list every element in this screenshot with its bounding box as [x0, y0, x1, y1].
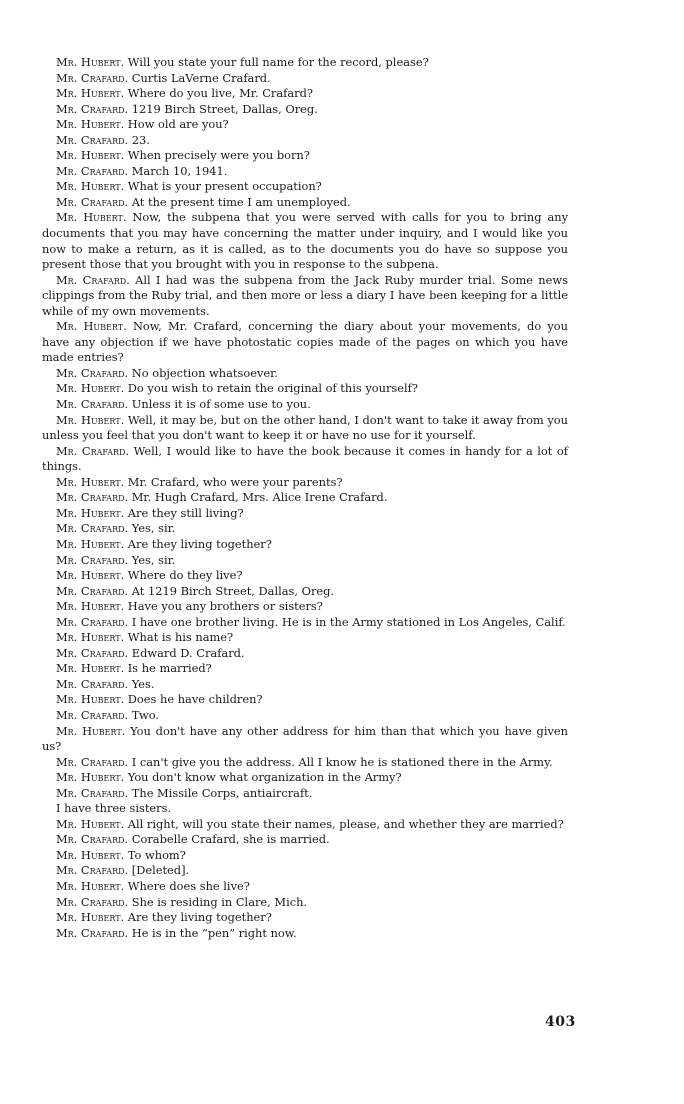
transcript-paragraph: [42, 164, 568, 180]
utterance-text: No objection whatsoever.: [131, 365, 278, 380]
transcript-page: [42, 55, 568, 941]
transcript-paragraph: [42, 817, 568, 833]
speaker-label: Mr. Crafard.: [56, 132, 129, 147]
utterance-text: How old are you?: [127, 117, 229, 132]
utterance-text: When precisely were you born?: [127, 148, 310, 163]
transcript-paragraph: [42, 490, 568, 506]
speaker-label: Mr. Crafard.: [56, 785, 129, 800]
utterance-text: Mr. Crafard, who were your parents?: [127, 474, 343, 489]
utterance-text: Have you any brothers or sisters?: [127, 599, 323, 614]
transcript-paragraph: [42, 179, 568, 195]
utterance-text: He is in the “pen” right now.: [131, 925, 297, 940]
speaker-label: Mr. Crafard.: [56, 397, 129, 412]
speaker-label: Mr. Hubert.: [56, 568, 125, 583]
speaker-label: Mr. Crafard.: [56, 707, 129, 722]
utterance-text: You don't have any other address for him than that which you have given us?: [42, 723, 568, 754]
utterance-text: Unless it is of some use to you.: [131, 397, 311, 412]
speaker-label: Mr. Crafard.: [56, 163, 129, 178]
utterance-text: To whom?: [127, 847, 186, 862]
speaker-label: Mr. Hubert.: [56, 117, 125, 132]
transcript-paragraph: [42, 413, 568, 444]
utterance-text: Yes.: [131, 676, 155, 691]
speaker-label: Mr. Crafard.: [56, 552, 129, 567]
transcript-paragraph: [42, 615, 568, 631]
speaker-label: Mr. Crafard.: [56, 863, 129, 878]
transcript-paragraph: [42, 381, 568, 397]
utterance-text: 1219 Birch Street, Dallas, Oreg.: [131, 101, 318, 116]
page-number: 403: [545, 1014, 576, 1030]
utterance-text: Corabelle Crafard, she is married.: [131, 832, 330, 847]
utterance-text: The Missile Corps, antiaircraft.: [131, 785, 313, 800]
speaker-label: Mr. Crafard.: [56, 614, 129, 629]
transcript-paragraph: [42, 879, 568, 895]
speaker-label: Mr. Hubert.: [56, 86, 125, 101]
transcript-paragraph: [42, 102, 568, 118]
transcript-paragraph: [42, 926, 568, 942]
speaker-label: Mr. Hubert.: [56, 536, 125, 551]
speaker-label: Mr. Hubert.: [56, 723, 126, 738]
utterance-text: You don't know what organization in the Army?: [127, 770, 402, 785]
speaker-label: Mr. Hubert.: [56, 847, 125, 862]
speaker-label: Mr. Hubert.: [56, 319, 127, 334]
transcript-paragraph: [42, 630, 568, 646]
transcript-paragraph: [42, 506, 568, 522]
utterance-text: I can't give you the address. All I know he is stationed there in the Army.: [131, 754, 553, 769]
utterance-text: Now, Mr. Crafard, concerning the diary about your movements, do you have any objection if we have photostatic copies made of the pages on which you have made entries?: [42, 319, 569, 365]
speaker-label: Mr. Crafard.: [56, 194, 129, 209]
speaker-label: Mr. Crafard.: [56, 521, 129, 536]
speaker-label: Mr. Hubert.: [56, 148, 125, 163]
transcript-paragraph: [42, 677, 568, 693]
utterance-text: Will you state your full name for the record, please?: [127, 55, 429, 69]
utterance-text: Are they living together?: [127, 910, 272, 925]
transcript-paragraph: [42, 895, 568, 911]
utterance-text: Are they living together?: [127, 536, 272, 551]
transcript-paragraph: [42, 863, 568, 879]
utterance-text: Where do you live, Mr. Crafard?: [127, 86, 314, 101]
transcript-paragraph: [42, 366, 568, 382]
speaker-label: Mr. Crafard.: [56, 443, 130, 458]
utterance-text: [Deleted].: [131, 863, 190, 878]
speaker-label: Mr. Hubert.: [56, 412, 125, 427]
transcript-paragraph: [42, 801, 568, 817]
utterance-text: Now, the subpena that you were served with calls for you to bring any documents that you may have concerning the matter under inquiry, and I would like you now to make a return, as it is called, as to the documents you do have so suppose you present those that you brought with you in response to the subpena.: [42, 210, 569, 272]
utterance-text: 23.: [131, 132, 150, 147]
transcript-paragraph: [42, 397, 568, 413]
utterance-text: Yes, sir.: [131, 521, 176, 536]
transcript-paragraph: [42, 755, 568, 771]
speaker-label: Mr. Hubert.: [56, 661, 125, 676]
speaker-label: Mr. Hubert.: [56, 816, 125, 831]
speaker-label: Mr. Hubert.: [56, 179, 125, 194]
utterance-text: She is residing in Clare, Mich.: [131, 894, 308, 909]
utterance-text: Edward D. Crafard.: [131, 645, 245, 660]
speaker-label: Mr. Crafard.: [56, 101, 129, 116]
transcript-paragraph: [42, 273, 568, 320]
transcript-paragraph: [42, 86, 568, 102]
utterance-text: Where does she live?: [127, 878, 250, 893]
transcript-paragraph: [42, 319, 568, 366]
speaker-label: Mr. Crafard.: [56, 70, 129, 85]
speaker-label: Mr. Crafard.: [56, 676, 129, 691]
utterance-text: All right, will you state their names, please, and whether they are married?: [127, 816, 564, 831]
transcript-paragraph: [42, 724, 568, 755]
speaker-label: Mr. Hubert.: [56, 910, 125, 925]
speaker-label: Mr. Crafard.: [56, 832, 129, 847]
speaker-label: Mr. Crafard.: [56, 645, 129, 660]
utterance-text: Well, I would like to have the book because it comes in handy for a lot of things.: [42, 443, 568, 474]
transcript-paragraph: [42, 568, 568, 584]
utterance-text: Curtis LaVerne Crafard.: [131, 70, 271, 85]
utterance-text: I have one brother living. He is in the Army stationed in Los Angeles, Calif.: [131, 614, 566, 629]
utterance-text: All I had was the subpena from the Jack Ruby murder trial. Some news clippings from the Ruby trial, and then more or less a diary I have been keeping for a little while of my own movements.: [42, 272, 568, 318]
speaker-label: Mr. Hubert.: [56, 210, 127, 225]
transcript-paragraph: [42, 661, 568, 677]
speaker-label: Mr. Hubert.: [56, 878, 125, 893]
speaker-label: Mr. Crafard.: [56, 894, 129, 909]
speaker-label: Mr. Crafard.: [56, 272, 130, 287]
transcript-paragraph: [42, 553, 568, 569]
speaker-label: Mr. Hubert.: [56, 599, 125, 614]
transcript-paragraph: [42, 599, 568, 615]
transcript-paragraph: [42, 521, 568, 537]
utterance-text: At the present time I am unemployed.: [131, 194, 351, 209]
transcript-paragraph: [42, 910, 568, 926]
speaker-label: Mr. Hubert.: [56, 505, 125, 520]
speaker-label: Mr. Crafard.: [56, 490, 129, 505]
speaker-label: Mr. Hubert.: [56, 55, 125, 69]
utterance-text: Yes, sir.: [131, 552, 176, 567]
transcript-paragraph: [42, 770, 568, 786]
speaker-label: Mr. Hubert.: [56, 770, 125, 785]
speaker-label: Mr. Crafard.: [56, 365, 129, 380]
utterance-text: Is he married?: [127, 661, 212, 676]
utterance-text: March 10, 1941.: [131, 163, 228, 178]
utterance-text: Mr. Hugh Crafard, Mrs. Alice Irene Crafard.: [131, 490, 388, 505]
transcript-paragraph: [42, 832, 568, 848]
transcript-paragraph: [42, 537, 568, 553]
speaker-label: Mr. Crafard.: [56, 583, 129, 598]
transcript-paragraph: [42, 692, 568, 708]
speaker-label: Mr. Hubert.: [56, 630, 125, 645]
transcript-paragraph: [42, 708, 568, 724]
speaker-label: Mr. Crafard.: [56, 754, 129, 769]
transcript-paragraph: [42, 55, 568, 71]
speaker-label: Mr. Crafard.: [56, 925, 129, 940]
transcript-paragraph: [42, 786, 568, 802]
transcript-paragraph: [42, 210, 568, 272]
speaker-label: Mr. Hubert.: [56, 692, 125, 707]
transcript-paragraph: [42, 444, 568, 475]
transcript-paragraph: [42, 646, 568, 662]
utterance-text: I have three sisters.: [56, 801, 172, 816]
transcript-paragraph: [42, 117, 568, 133]
transcript-paragraph: [42, 475, 568, 491]
transcript-paragraph: [42, 133, 568, 149]
utterance-text: Do you wish to retain the original of this yourself?: [127, 381, 418, 396]
utterance-text: Well, it may be, but on the other hand, I don't want to take it away from you unless you feel that you don't want to keep it or have no use for it yourself.: [42, 412, 569, 443]
speaker-label: Mr. Hubert.: [56, 381, 125, 396]
speaker-label: Mr. Hubert.: [56, 474, 125, 489]
utterance-text: Does he have children?: [127, 692, 263, 707]
transcript-paragraph: [42, 584, 568, 600]
utterance-text: What is your present occupation?: [127, 179, 322, 194]
utterance-text: At 1219 Birch Street, Dallas, Oreg.: [131, 583, 335, 598]
utterance-text: Two.: [131, 707, 159, 722]
transcript-paragraph: [42, 148, 568, 164]
transcript-paragraph: [42, 71, 568, 87]
transcript-paragraph: [42, 195, 568, 211]
utterance-text: Where do they live?: [127, 568, 243, 583]
transcript-paragraph: [42, 848, 568, 864]
utterance-text: What is his name?: [127, 630, 234, 645]
utterance-text: Are they still living?: [127, 505, 244, 520]
